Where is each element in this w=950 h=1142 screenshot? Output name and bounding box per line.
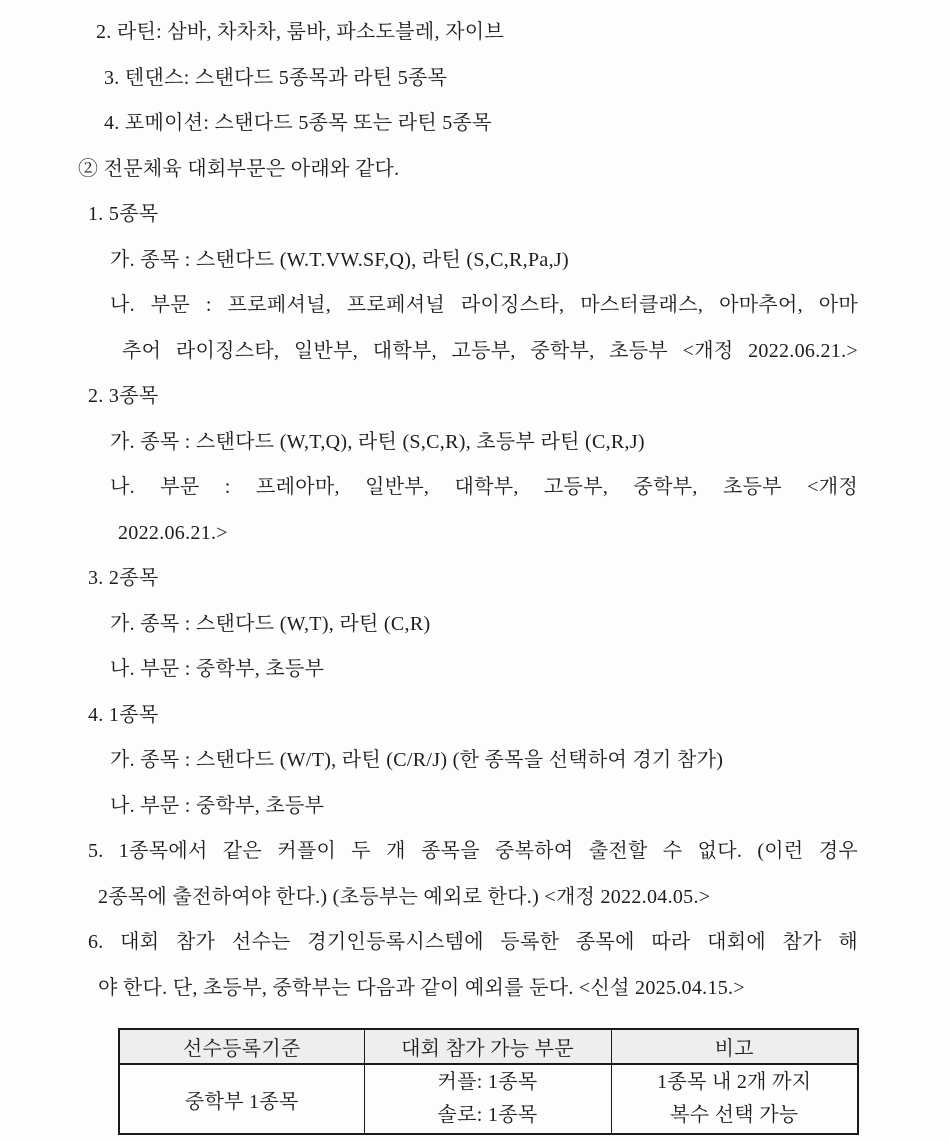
doc-line-latin-events: 2. 라틴: 삼바, 차차차, 룸바, 파소도블레, 자이브: [96, 21, 504, 43]
doc-line-clause-2: ② 전문체육 대회부문은 아래와 같다.: [78, 157, 400, 180]
doc-line-item5-rule-cont: 2종목에 출전하여야 한다.) (초등부는 예외로 한다.) <개정 2022.04.05.>: [98, 885, 711, 908]
doc-line-item1-divisions-cont: 추어 라이징스타, 일반부, 대학부, 고등부, 중학부, 초등부 <개정 2022.06.21.>: [122, 339, 858, 362]
table-cell-line-solo: 솔로: 1종목: [437, 1104, 538, 1126]
table-cell-line-couple: 커플: 1종목: [437, 1071, 538, 1093]
doc-line-item5-rule: 5. 1종목에서 같은 커플이 두 개 종목을 중복하여 출전할 수 없다. (이런 경우: [88, 840, 858, 862]
table-row: [119, 1064, 858, 1134]
doc-line-item3-events: 가. 종목 : 스탠다드 (W,T), 라틴 (C,R): [110, 612, 431, 635]
doc-line-item2-events: 가. 종목 : 스탠다드 (W,T,Q), 라틴 (S,C,R), 초등부 라틴 (C,R,J): [110, 430, 645, 453]
doc-line-item1-divisions: 나. 부문 : 프로페셔널, 프로페셔널 라이징스타, 마스터클래스, 아마추어, 아마: [110, 294, 858, 316]
table-cell-note: [611, 1064, 858, 1134]
doc-line-item4-title: 4. 1종목: [88, 703, 159, 726]
doc-line-item1-title: 1. 5종목: [88, 203, 159, 225]
table-cell-line-note-1: 1종목 내 2개 까지: [657, 1071, 812, 1093]
table-cell-registration-criteria: 중학부 1종목: [119, 1064, 364, 1134]
table-cell-line-note-2: 복수 선택 가능: [670, 1104, 799, 1126]
doc-line-item6-rule-cont: 야 한다. 단, 초등부, 중학부는 다음과 같이 예외를 둔다. <신설 2025.04.15.>: [98, 976, 745, 999]
doc-line-item4-events: 가. 종목 : 스탠다드 (W/T), 라틴 (C/R/J) (한 종목을 선택하여 경기 참가): [110, 749, 724, 771]
doc-line-item3-title: 3. 2종목: [88, 567, 159, 589]
doc-line-tendance: 3. 텐댄스: 스탠다드 5종목과 라틴 5종목: [104, 66, 448, 89]
table-header-note: 비고: [611, 1029, 858, 1064]
doc-line-formation: 4. 포메이션: 스탠다드 5종목 또는 라틴 5종목: [104, 112, 492, 134]
table-header-row: [119, 1029, 858, 1064]
table-header-registration-criteria: 선수등록기준: [119, 1029, 364, 1064]
table-header-eligible-divisions: 대회 참가 가능 부문: [364, 1029, 611, 1064]
table-cell-eligible-divisions: [364, 1064, 611, 1134]
doc-line-item1-events: 가. 종목 : 스탠다드 (W.T.VW.SF,Q), 라틴 (S,C,R,Pa,J): [110, 248, 569, 271]
registration-exception-table: [118, 1028, 859, 1135]
doc-line-item2-divisions: 나. 부문 : 프레아마, 일반부, 대학부, 고등부, 중학부, 초등부 <개정: [110, 476, 858, 498]
doc-line-item2-title: 2. 3종목: [88, 385, 159, 407]
doc-line-item2-divisions-cont: 2022.06.21.>: [118, 521, 228, 544]
doc-line-item4-divisions: 나. 부문 : 중학부, 초등부: [110, 794, 325, 817]
doc-line-item6-rule: 6. 대회 참가 선수는 경기인등록시스템에 등록한 종목에 따라 대회에 참가 해: [88, 931, 858, 953]
doc-line-item3-divisions: 나. 부문 : 중학부, 초등부: [110, 658, 325, 680]
